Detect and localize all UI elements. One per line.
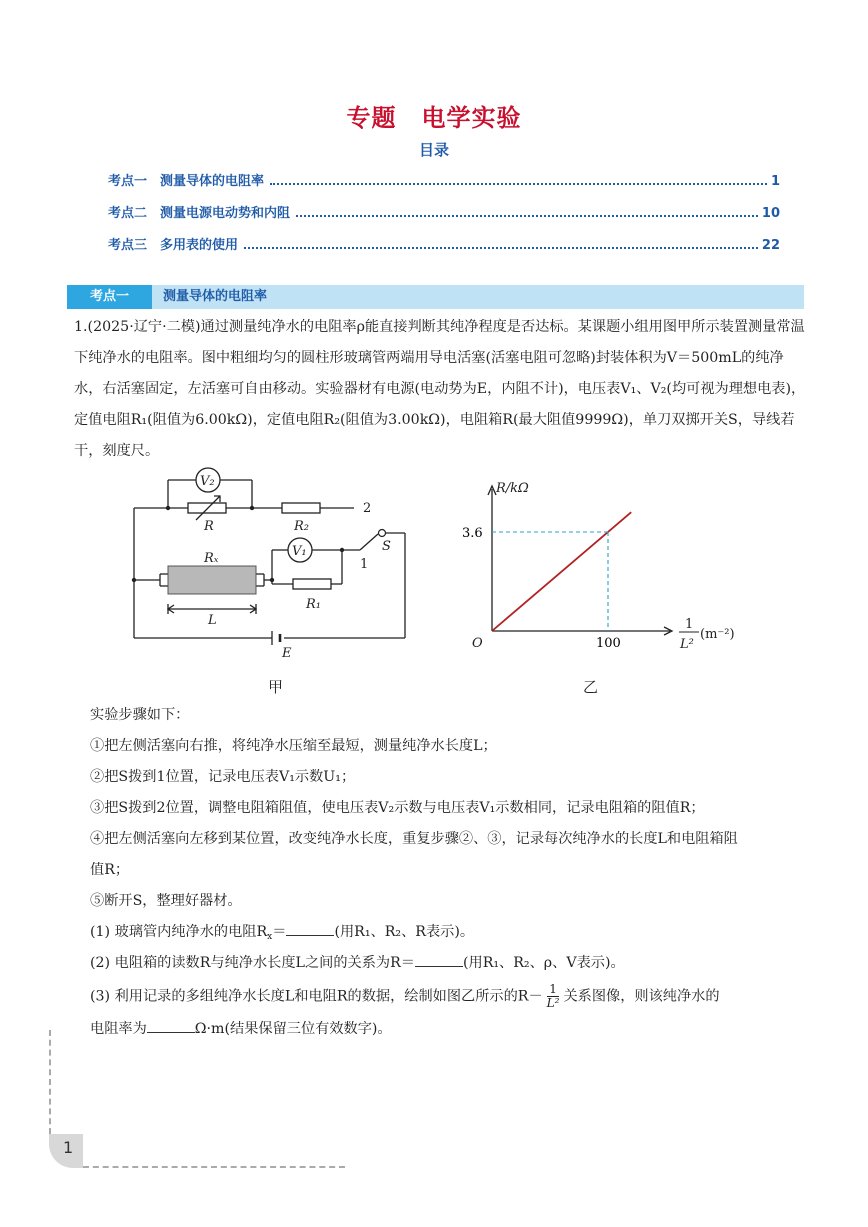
figure-caption-yi: 乙: [583, 678, 599, 696]
page-number: 1: [63, 1138, 74, 1157]
step-item: ①把左侧活塞向右推，将纯净水压缩至最短，测量纯净水长度L；: [90, 738, 497, 754]
q3-text: (3) 利用记录的多组纯净水长度L和电阻R的数据，绘制如图乙所示的R－: [90, 988, 543, 1005]
step-item: ④把左侧活塞向左移到某位置，改变纯净水长度，重复步骤②、③，记录每次纯净水的长度L和电阻箱阻: [90, 831, 738, 847]
step-item: ⑤断开S，整理好器材。: [90, 893, 242, 909]
graph-xlabel-num: 1: [685, 617, 694, 632]
toc-item[interactable]: [108, 170, 780, 189]
q2-text: (2) 电阻箱的读数R与纯净水长度L之间的关系为R＝: [90, 955, 415, 971]
margin-dash-vertical: [49, 1030, 51, 1134]
q1-eq: ＝: [272, 924, 287, 940]
question-number: 1.: [74, 319, 88, 335]
q3-text-2: 关系图像，则该纯净水的: [563, 988, 720, 1005]
q3-text-3: 电阻率为: [90, 1021, 147, 1037]
toc-item-page: 10: [761, 206, 780, 221]
step-item: ②把S拨到1位置，记录电压表V₁示数U₁；: [90, 769, 356, 785]
step-item: ③把S拨到2位置，调整电阻箱阻值，使电压表V₂示数与电压表V₁示数相同，记录电阻箱的阻值R；: [90, 800, 705, 816]
graph-ylabel: R/kΩ: [496, 481, 529, 496]
toc-item-label: 考点二 测量电源电动势和内阻: [108, 206, 291, 221]
page-title: 专题 电学实验: [346, 104, 522, 132]
toc-item-label: 考点一 测量导体的电阻率: [108, 174, 265, 189]
question-source: (2025·辽宁·二模): [87, 319, 201, 335]
q2-hint: (用R₁、R₂、ρ、V表示)。: [462, 955, 625, 971]
q1-hint: (用R₁、R₂、R表示)。: [334, 924, 475, 940]
answer-blank[interactable]: [286, 921, 334, 936]
label-pos1: 1: [360, 557, 369, 572]
y-tick-label: 3.6: [462, 526, 483, 541]
toc-item-page: 22: [761, 238, 780, 253]
toc-item[interactable]: [108, 234, 780, 253]
data-line: [492, 512, 631, 631]
toc-item-page: 1: [770, 174, 780, 189]
question-intro: [74, 312, 808, 467]
graph-r-vs-inverse-l2: [460, 475, 750, 665]
margin-dash-horizontal: [83, 1166, 345, 1168]
toc-heading: 目录: [418, 141, 449, 159]
answer-blank[interactable]: [415, 952, 463, 967]
fraction: [547, 983, 560, 1010]
graph-origin: O: [472, 636, 483, 651]
label-pos2: 2: [363, 501, 372, 516]
q1-text: (1) 玻璃管内纯净水的电阻R: [90, 924, 268, 940]
label-r: R: [204, 519, 214, 534]
fraction-num: 1: [547, 983, 560, 997]
toc-leader: [296, 215, 758, 217]
toc-item[interactable]: [108, 202, 780, 221]
label-s: S: [382, 539, 391, 554]
steps-heading: 实验步骤如下：: [90, 707, 190, 723]
section-title: 测量导体的电阻率: [163, 289, 268, 304]
graph-xunit: (m⁻²): [700, 627, 735, 642]
label-e: E: [282, 646, 292, 661]
sub-question-3-cont: [90, 1018, 808, 1040]
graph-xlabel-den: L²: [680, 637, 694, 652]
label-v1: V₁: [292, 544, 307, 559]
sub-question-3: [90, 983, 808, 1019]
sub-question-1: (1) 玻璃管内纯净水的电阻$R_x=$ (用R₁、R₂、R表示)。: [90, 921, 808, 948]
toc-item-label: 考点三 多用表的使用: [108, 238, 239, 253]
label-r2: R₂: [294, 519, 309, 534]
figure-caption-jia: 甲: [268, 678, 284, 696]
toc-leader: [270, 183, 767, 185]
label-r1: R₁: [306, 597, 321, 612]
q3-unit: Ω·m(结果保留三位有效数字)。: [194, 1021, 392, 1037]
label-l: L: [208, 613, 217, 628]
label-v2: V₂: [200, 474, 215, 489]
x-tick-label: 100: [596, 636, 621, 651]
answer-blank[interactable]: [147, 1018, 195, 1033]
circuit-diagram: [120, 458, 420, 663]
step-item: 值R；: [90, 862, 130, 878]
label-rx: Rₓ: [204, 551, 219, 566]
question-text: 通过测量纯净水的电阻率ρ能直接判断其纯净程度是否达标。某课题小组用图甲所示装置测量常温下纯净水的电阻率。图中粗细均匀的圆柱形玻璃管两端用导电活塞(活塞电阻可忽略)封装体积为V＝500mL的纯净水，右活塞固定，左活塞可自由移动。实验器材有电源(电动势为E，内阻不计)，电压表V₁、V₂(均可视为理想电表)，定值电阻R₁(阻值为6.00kΩ)，定值电阻R₂(阻值为3.00kΩ)，电阻箱R(最大阻值9999Ω)，单刀双掷开关S，导线若干，刻度尺。: [74, 319, 806, 459]
toc-leader: [244, 247, 758, 249]
sub-question-2: [90, 952, 808, 974]
section-tag: 考点一: [67, 285, 152, 309]
fraction-den: L²: [546, 996, 560, 1010]
